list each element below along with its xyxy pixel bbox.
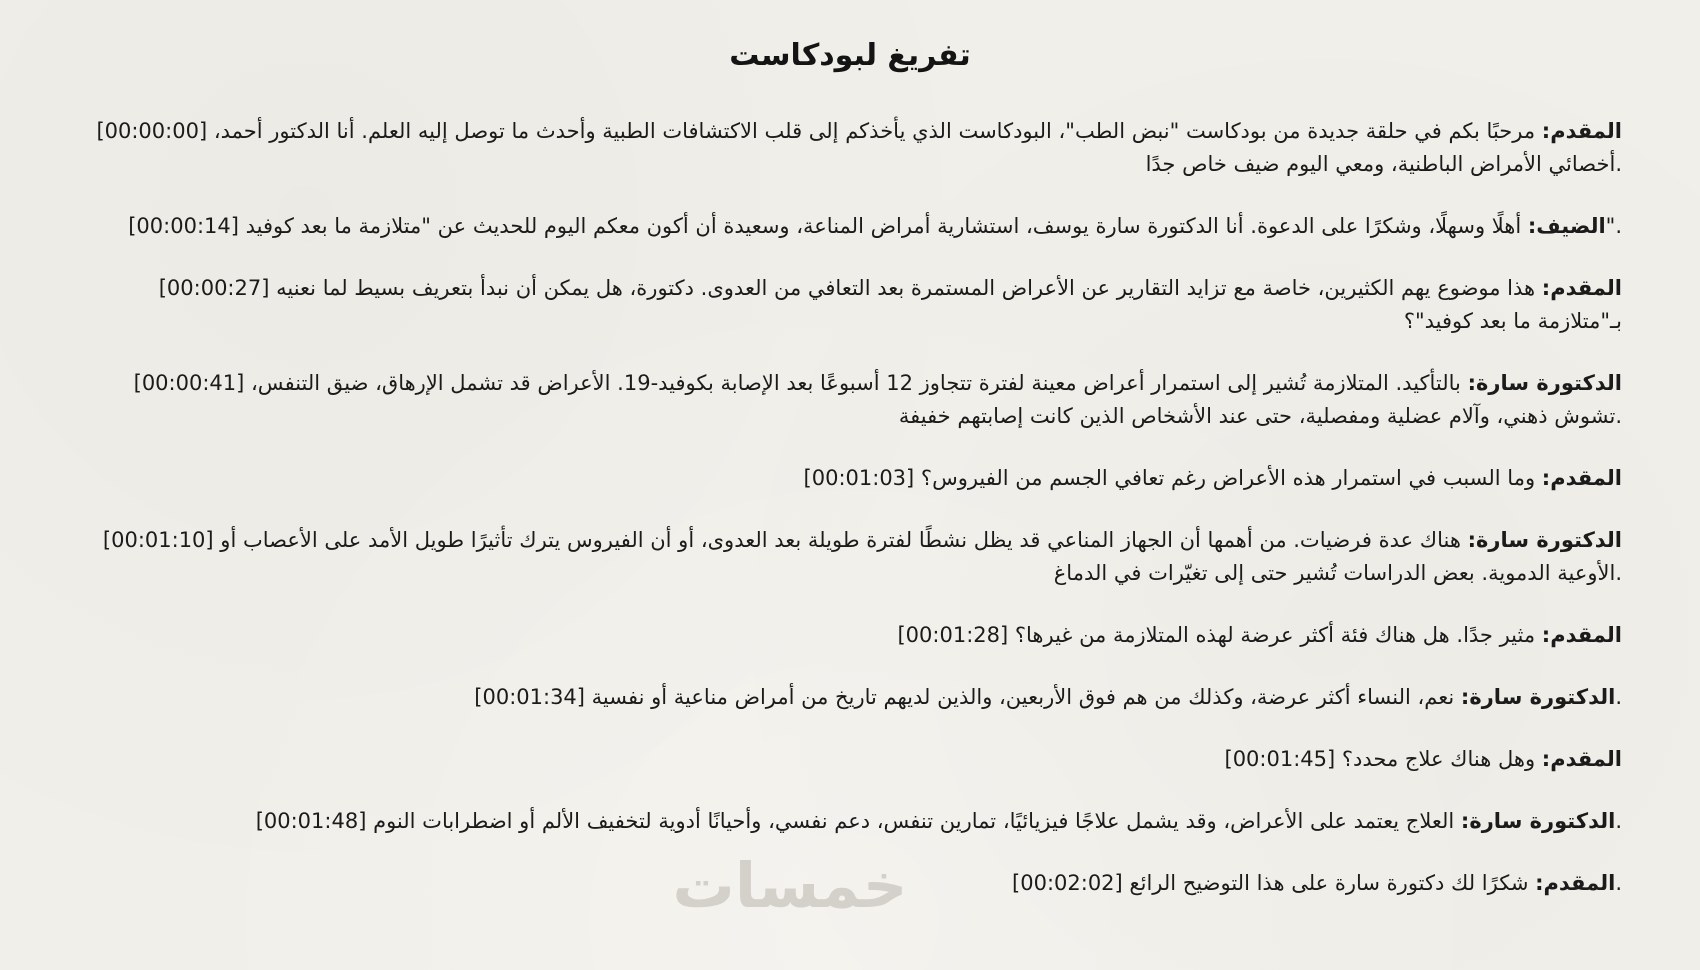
speaker-name: الدكتورة سارة: — [1460, 809, 1616, 833]
speaker-name: الدكتورة سارة: — [1460, 685, 1616, 709]
timestamp: [00:02:02] — [1012, 871, 1123, 895]
entry-text: مرحبًا بكم في حلقة جديدة من بودكاست "نبض الطب"، البودكاست الذي يأخذكم إلى قلب الاكتشافات الطبية وأحدث ما توصل إليه العلم. أنا الدكتور أحمد، أخصائي الأمراض الباطنية، ومعي اليوم ضيف خاص جدًا. — [213, 119, 1622, 176]
transcript-entry — [78, 272, 1622, 338]
timestamp: [00:01:48] — [255, 809, 367, 833]
speaker-name: الدكتورة سارة: — [1467, 371, 1622, 395]
watermark-logo: خمسات — [672, 849, 908, 922]
entry-text: هناك عدة فرضيات. من أهمها أن الجهاز المناعي قد يظل نشطًا لفترة طويلة بعد العدوى، أو أن الفيروس يترك تأثيرًا طويل الأمد على الأعصاب أو الأوعية الدموية. بعض الدراسات تُشير حتى إلى تغيّرات في الدماغ. — [220, 528, 1622, 585]
entry-text: بالتأكيد. المتلازمة تُشير إلى استمرار أعراض معينة لفترة تتجاوز 12 أسبوعًا بعد الإصابة بكوفيد-19. الأعراض قد تشمل الإرهاق، ضيق التنفس، تشوش ذهني، وآلام عضلية ومفصلية، حتى عند الأشخاص الذين كانت إصابتهم خفيفة. — [251, 371, 1622, 428]
transcript-entry — [78, 210, 1622, 243]
timestamp: [00:01:34] — [474, 685, 585, 709]
transcript-entry — [78, 805, 1622, 838]
entry-text: مثير جدًا. هل هناك فئة أكثر عرضة لهذه المتلازمة من غيرها؟ — [1014, 623, 1536, 647]
transcript-entry — [78, 743, 1622, 776]
timestamp: [00:00:27] — [158, 276, 270, 300]
entry-text: شكرًا لك دكتورة سارة على هذا التوضيح الرائع. — [1129, 871, 1622, 895]
transcript-entries — [78, 115, 1622, 900]
speaker-name: المقدم: — [1541, 276, 1622, 300]
timestamp: [00:01:28] — [897, 623, 1009, 647]
speaker-name: الدكتورة سارة: — [1467, 528, 1622, 552]
transcript-entry — [78, 681, 1622, 714]
speaker-name: المقدم: — [1541, 466, 1622, 490]
speaker-name: الضيف: — [1527, 214, 1606, 238]
transcript-entry — [78, 524, 1622, 590]
entry-text: نعم، النساء أكثر عرضة، وكذلك من هم فوق الأربعين، والذين لديهم تاريخ من أمراض مناعية أو نفسية. — [591, 685, 1622, 709]
speaker-name: المقدم: — [1535, 871, 1616, 895]
transcript-entry — [78, 867, 1622, 900]
speaker-name: المقدم: — [1541, 623, 1622, 647]
page-title: تفريغ لبودكاست — [729, 38, 971, 73]
timestamp: [00:01:03] — [803, 466, 915, 490]
entry-text: العلاج يعتمد على الأعراض، وقد يشمل علاجًا فيزيائيًا، تمارين تنفس، دعم نفسي، وأحيانًا أدوية لتخفيف الألم أو اضطرابات النوم. — [373, 809, 1622, 833]
entry-text: أهلًا وسهلًا، وشكرًا على الدعوة. أنا الدكتورة سارة يوسف، استشارية أمراض المناعة، وسعيدة أن أكون معكم اليوم للحديث عن "متلازمة ما بعد كوفيد". — [245, 214, 1622, 238]
timestamp: [00:00:41] — [133, 371, 245, 395]
entry-text: وهل هناك علاج محدد؟ — [1341, 747, 1536, 771]
transcript-entry — [78, 462, 1622, 495]
entry-text: وما السبب في استمرار هذه الأعراض رغم تعافي الجسم من الفيروس؟ — [920, 466, 1536, 490]
timestamp: [00:01:10] — [102, 528, 214, 552]
speaker-name: المقدم: — [1541, 119, 1622, 143]
transcript-entry — [78, 619, 1622, 652]
timestamp: [00:00:00] — [96, 119, 208, 143]
entry-text: هذا موضوع يهم الكثيرين، خاصة مع تزايد التقارير عن الأعراض المستمرة بعد التعافي من العدوى. دكتورة، هل يمكن أن نبدأ بتعريف بسيط لما نعنيه بـ"متلازمة ما بعد كوفيد"؟ — [276, 276, 1622, 333]
timestamp: [00:01:45] — [1224, 747, 1336, 771]
timestamp: [00:00:14] — [128, 214, 239, 238]
transcript-entry — [78, 115, 1622, 181]
transcript-entry — [78, 367, 1622, 433]
speaker-name: المقدم: — [1541, 747, 1622, 771]
